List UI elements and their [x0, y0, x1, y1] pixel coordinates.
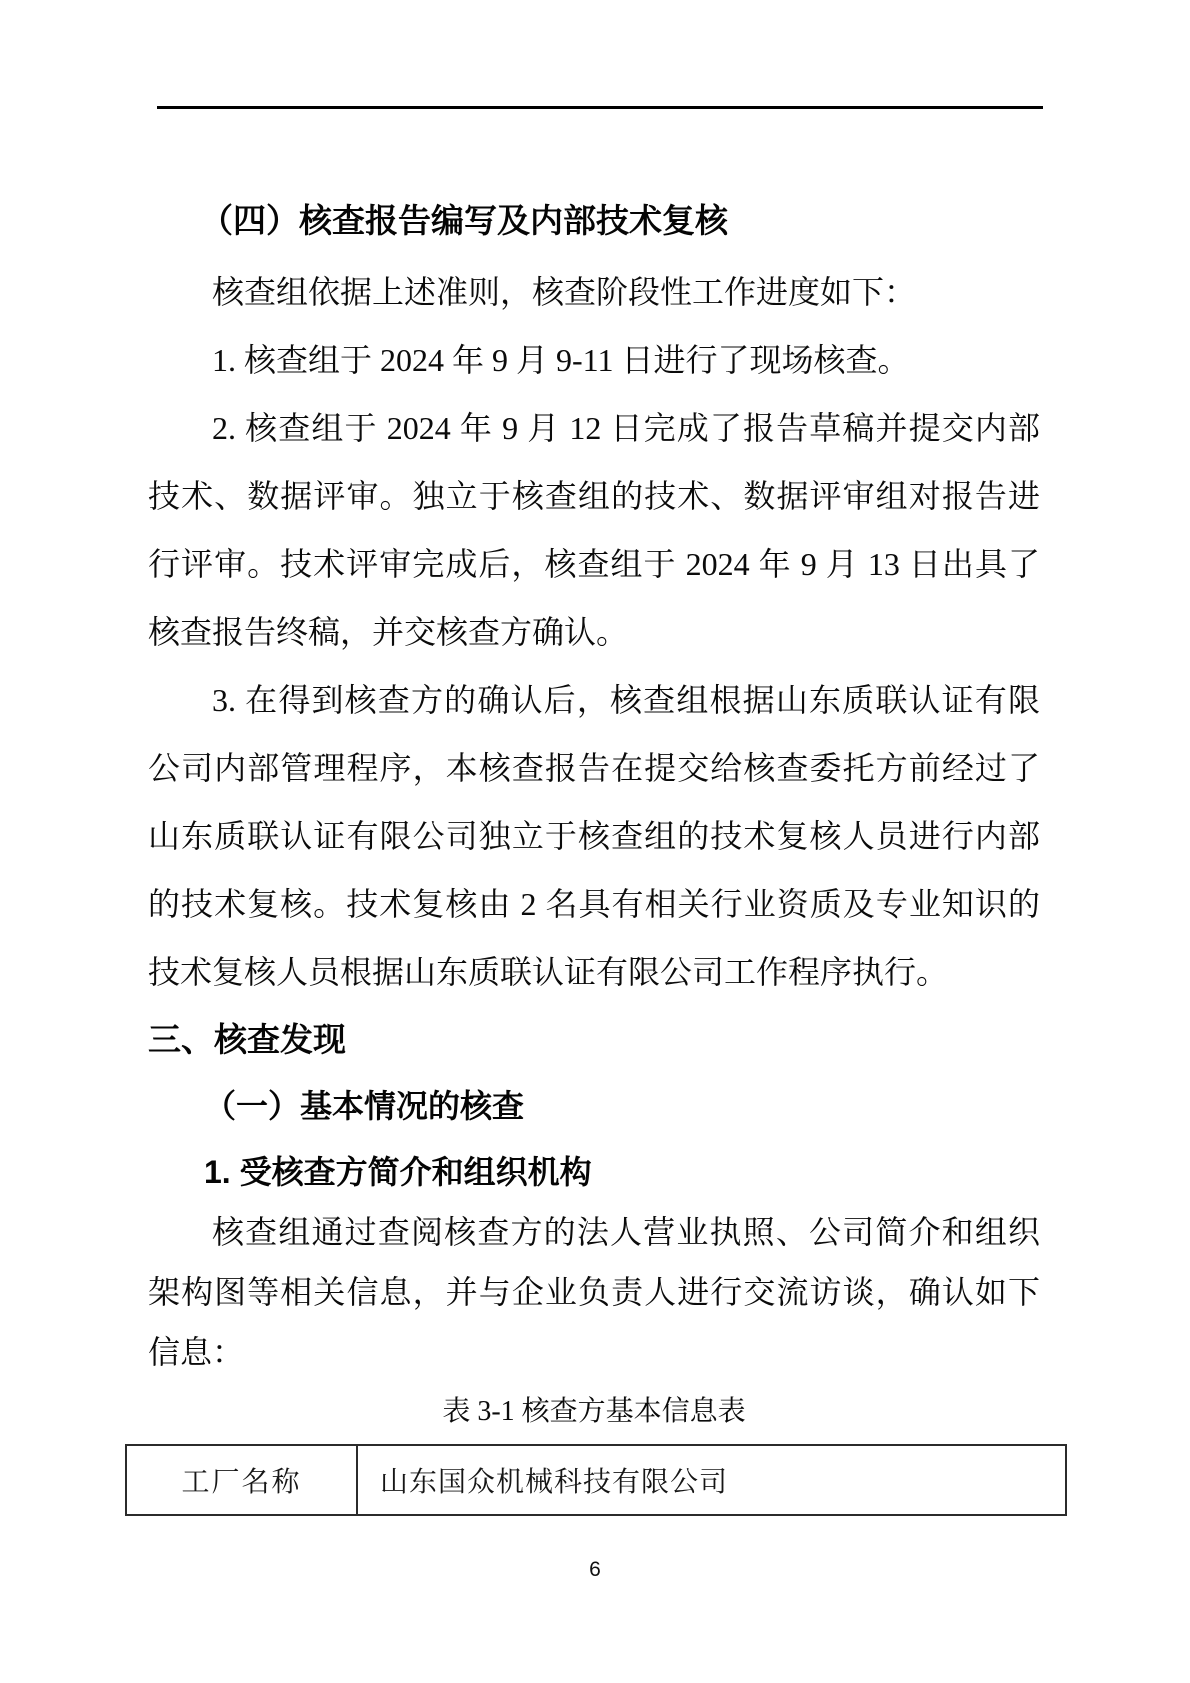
factory-name-value: 山东国众机械科技有限公司 — [357, 1445, 1066, 1515]
page-content — [148, 0, 1040, 1516]
paragraph-item-2: 2. 核查组于 2024 年 9 月 12 日完成了报告草稿并提交内部技术、数据评审。独立于核查组的技术、数据评审组对报告进行评审。技术评审完成后，核查组于 2024 年 9 月 13 日出具了核查报告终稿，并交核查方确认。 — [148, 410, 1040, 650]
paragraph-item-3: 3. 在得到核查方的确认后，核查组根据山东质联认证有限公司内部管理程序，本核查报告在提交给核查委托方前经过了山东质联认证有限公司独立于核查组的技术复核人员进行内部的技术复核。技术复核由 2 名具有相关行业资质及专业知识的技术复核人员根据山东质联认证有限公司工作程序执行。 — [148, 682, 1040, 990]
section-heading-report-writing: （四）核查报告编写及内部技术复核 — [200, 202, 728, 239]
basic-info-table — [125, 1444, 1067, 1516]
factory-name-label: 工厂名称 — [126, 1445, 357, 1515]
table-row — [126, 1445, 1066, 1515]
paragraph-intro: 核查组依据上述准则，核查阶段性工作进度如下： — [212, 274, 917, 310]
section-heading-findings: 三、核查发现 — [148, 1021, 346, 1058]
subsection-heading-basic-check: （一）基本情况的核查 — [204, 1088, 525, 1124]
paragraph-basic-info: 核查组通过查阅核查方的法人营业执照、公司简介和组织架构图等相关信息，并与企业负责人进行交流访谈，确认如下信息： — [148, 1214, 1040, 1370]
subsubsection-heading-profile: 1. 受核查方简介和组织机构 — [204, 1154, 592, 1190]
table-caption: 表 3-1 核查方基本信息表 — [442, 1396, 746, 1427]
paragraph-item-1: 1. 核查组于 2024 年 9 月 9-11 日进行了现场核查。 — [212, 342, 910, 378]
page-number: 6 — [589, 1558, 601, 1581]
